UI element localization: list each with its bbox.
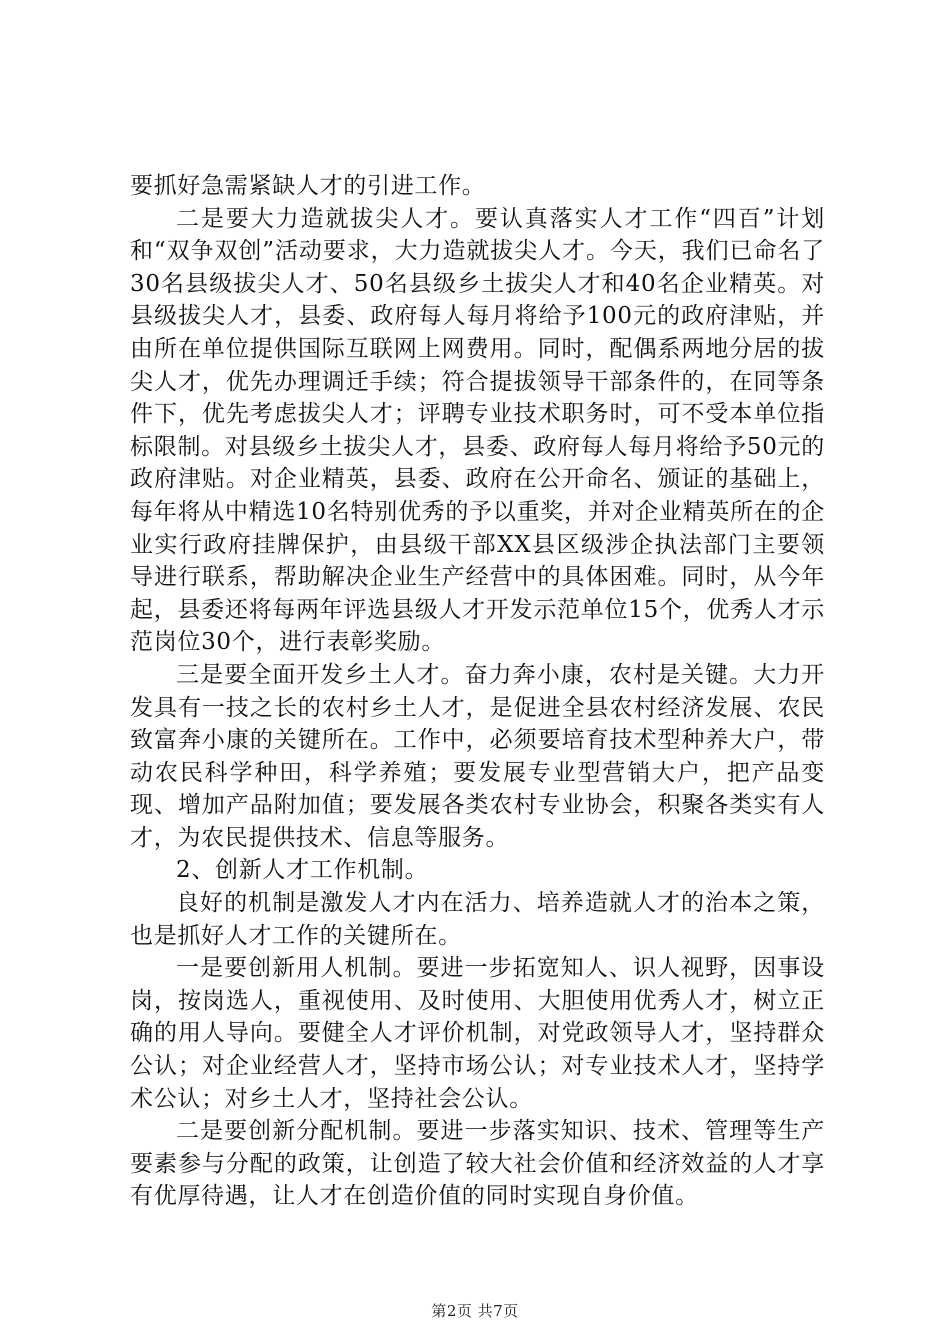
paragraph: 要抓好急需紧缺人才的引进工作。 bbox=[130, 173, 486, 199]
document-body bbox=[130, 170, 825, 1213]
paragraph: 二是要创新分配机制。要进一步落实知识、技术、管理等生产要素参与分配的政策，让创造了较大社会价值和经济效益的人才享有优厚待遇，让人才在创造价值的同时实现自身价值。 bbox=[130, 1118, 825, 1210]
paragraph: 一是要创新用人机制。要进一步拓宽知人、识人视野，因事设岗，按岗选人，重视使用、及时使用、大胆使用优秀人才，树立正确的用人导向。要健全人才评价机制，对党政领导人才，坚持群众公认；对企业经营人才，坚持市场公认；对专业技术人才，坚持学术公认；对乡土人才，坚持社会公认。 bbox=[130, 955, 825, 1112]
paragraph: 良好的机制是激发人才内在活力、培养造就人才的治本之策，也是抓好人才工作的关键所在。 bbox=[130, 890, 825, 949]
section-heading: 2、创新人才工作机制。 bbox=[176, 857, 429, 884]
paragraph: 二是要大力造就拔尖人才。要认真落实人才工作“四百”计划和“双争双创”活动要求，大力造就拔尖人才。今天，我们已命名了30名县级拔尖人才、50名县级乡土拔尖人才和40名企业精英。对县级拔尖人才，县委、政府每人每月将给予100元的政府津贴，并由所在单位提供国际互联网上网费用。同时，配偶系两地分居的拔尖人才，优先办理调迁手续；符合提拔领导干部条件的，在同等条件下，优先考虑拔尖人才；评聘专业技术职务时，可不受本单位指标限制。对县级乡土拔尖人才，县委、政府每人每月将给予50元的政府津贴。对企业精英，县委、政府在公开命名、颁证的基础上，每年将从中精选10名特别优秀的予以重奖，并对企业精英所在的企业实行政府挂牌保护，由县级干部XX县区级涉企执法部门主要领导进行联系，帮助解决企业生产经营中的具体困难。同时，从今年起，县委还将每两年评选县级人才开发示范单位15个，优秀人才示范岗位30个，进行表彰奖励。 bbox=[130, 205, 825, 656]
page-number-footer: 第2页 共7页 bbox=[431, 1302, 519, 1320]
paragraph: 三是要全面开发乡土人才。奋力奔小康，农村是关键。大力开发具有一技之长的农村乡土人才，是促进全县农村经济发展、农民致富奔小康的关键所在。工作中，必须要培育技术型种养大户，带动农民科学种田，科学养殖；要发展专业型营销大户，把产品变现、增加产品附加值；要发展各类农村专业协会，积聚各类实有人才，为农民提供技术、信息等服务。 bbox=[130, 661, 825, 851]
